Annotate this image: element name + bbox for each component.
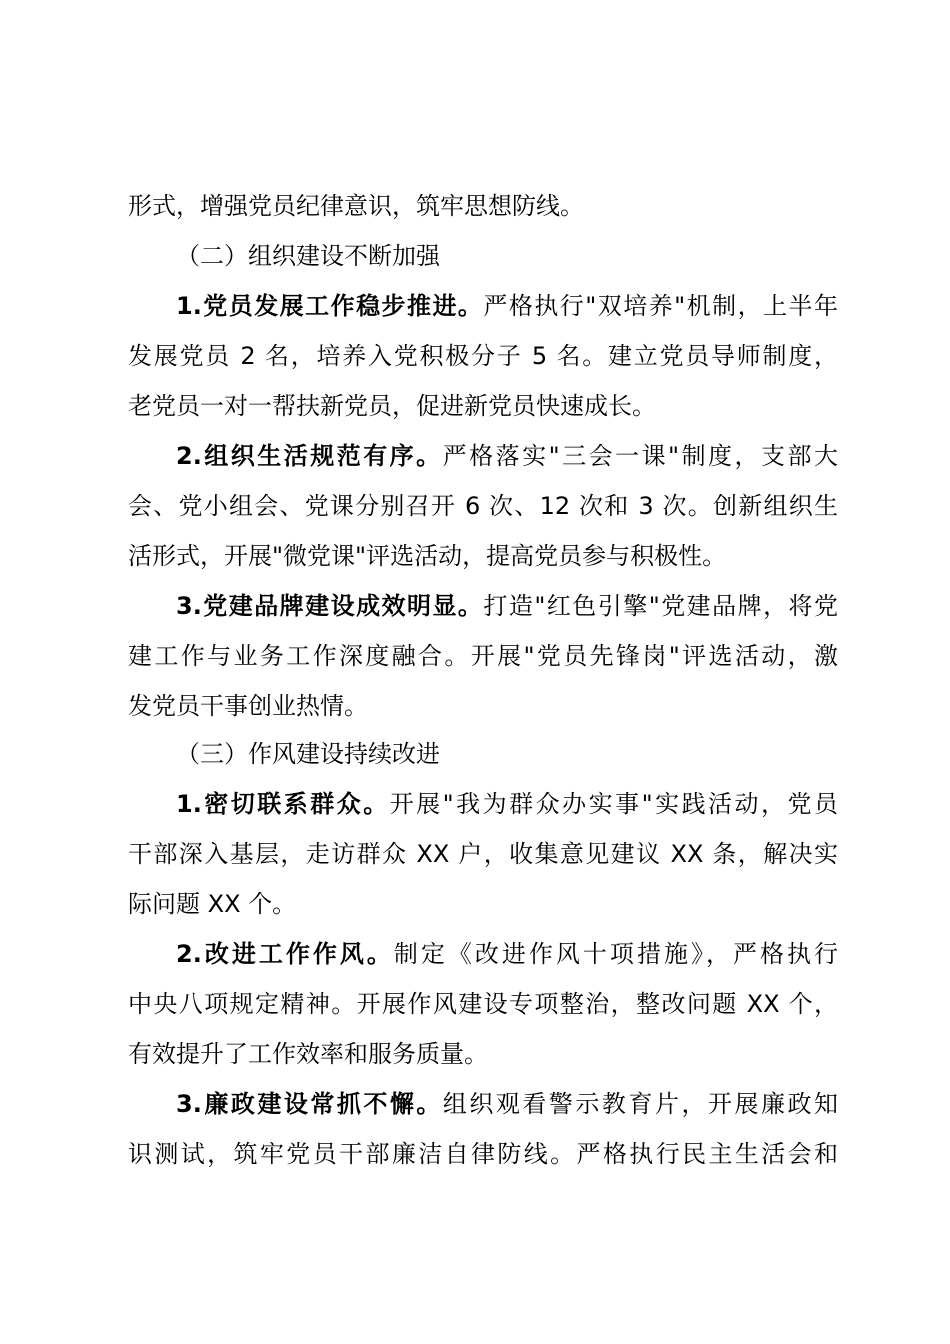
paragraph-line	[128, 381, 838, 431]
line-text: 发展党员 2 名，培养入党积极分子 5 名。建立党员导师制度，	[128, 342, 838, 370]
heading-text: （二）组织建设不断加强	[176, 242, 440, 270]
heading-text: （三）作风建设持续改进	[176, 740, 440, 768]
line-text: 发党员干事创业热情。	[128, 692, 368, 720]
paragraph-line	[128, 681, 838, 731]
line-text: 严格执行"双培养"机制，上半年	[483, 292, 838, 320]
paragraph-line	[176, 1079, 838, 1129]
paragraph-line	[128, 829, 838, 879]
line-text: 形式，增强党员纪律意识，筑牢思想防线。	[128, 192, 584, 220]
paragraph-line	[176, 281, 838, 331]
section-heading-work-style	[176, 729, 440, 779]
line-text: 老党员一对一帮扶新党员，促进新党员快速成长。	[128, 392, 656, 420]
paragraph-line	[128, 531, 838, 581]
item-lead: 2.改进工作作风。	[176, 940, 394, 968]
line-text: 制定《改进作风十项措施》，严格执行	[393, 940, 838, 968]
paragraph-line	[176, 779, 838, 829]
paragraph-line	[128, 1029, 838, 1079]
line-text: 建工作与业务工作深度融合。开展"党员先锋岗"评选活动，激	[128, 642, 838, 670]
paragraph-line	[128, 481, 838, 531]
item-lead: 3.廉政建设常抓不懈。	[176, 1090, 443, 1118]
paragraph-line	[128, 181, 838, 231]
paragraph-line	[128, 1129, 838, 1179]
item-lead: 2.组织生活规范有序。	[176, 442, 443, 470]
line-text: 际问题 XX 个。	[128, 890, 297, 918]
paragraph-line	[128, 331, 838, 381]
paragraph-line	[128, 879, 838, 929]
paragraph-line	[128, 979, 838, 1029]
line-text: 识测试，筑牢党员干部廉洁自律防线。严格执行民主生活会和	[128, 1140, 838, 1168]
line-text: 开展"我为群众办实事"实践活动，党员	[389, 790, 838, 818]
item-lead: 3.党建品牌建设成效明显。	[176, 592, 484, 620]
paragraph-line	[176, 929, 838, 979]
section-heading-organization	[176, 231, 440, 281]
line-text: 组织观看警示教育片，开展廉政知	[442, 1090, 838, 1118]
paragraph-line	[176, 581, 838, 631]
line-text: 活形式，开展"微党课"评选活动，提高党员参与积极性。	[128, 542, 727, 570]
item-lead: 1.密切联系群众。	[176, 790, 390, 818]
line-text: 有效提升了工作效率和服务质量。	[128, 1040, 488, 1068]
line-text: 会、党小组会、党课分别召开 6 次、12 次和 3 次。创新组织生	[128, 492, 838, 520]
paragraph-line	[128, 631, 838, 681]
item-lead: 1.党员发展工作稳步推进。	[176, 292, 484, 320]
line-text: 中央八项规定精神。开展作风建设专项整治，整改问题 XX 个，	[128, 990, 838, 1018]
line-text: 干部深入基层，走访群众 XX 户，收集意见建议 XX 条，解决实	[128, 840, 838, 868]
line-text: 严格落实"三会一课"制度，支部大	[442, 442, 838, 470]
paragraph-line	[176, 431, 838, 481]
line-text: 打造"红色引擎"党建品牌，将党	[483, 592, 838, 620]
